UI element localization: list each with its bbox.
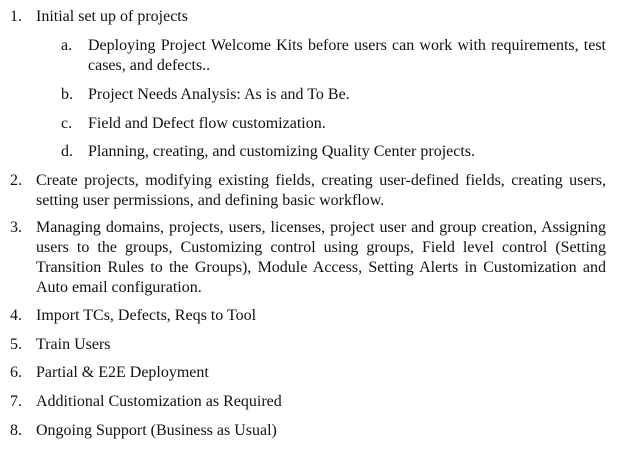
list-item-text: Deploying Project Welcome Kits before users can work with requirements, test cases, and defects.. xyxy=(88,37,606,74)
list-item-text: Create projects, modifying existing fields, creating user-defined fields, creating users, setting user permissions, and defining basic workflow. xyxy=(36,172,606,209)
list-item-text: Planning, creating, and customizing Quality Center projects. xyxy=(88,143,476,160)
list-item-text: Import TCs, Defects, Reqs to Tool xyxy=(36,307,257,324)
list-item-text: Train Users xyxy=(36,336,111,353)
list-marker: 4. xyxy=(10,307,22,324)
list-marker: b. xyxy=(61,86,73,103)
list-item-text: Additional Customization as Required xyxy=(36,393,282,410)
list-item-text: Ongoing Support (Business as Usual) xyxy=(36,422,277,439)
list-marker: d. xyxy=(61,143,73,160)
list-marker: c. xyxy=(61,115,73,132)
list-marker: 3. xyxy=(10,219,22,236)
list-item-text: Initial set up of projects xyxy=(36,8,188,25)
list-item-text: Partial & E2E Deployment xyxy=(36,364,209,381)
list-marker: a. xyxy=(61,37,73,54)
list-item-text: Managing domains, projects, users, licenses, project user and group creation, Assigning users to the groups, Customizing control using groups, Field level control (Setting Transition Rules to the Groups), Module Access, Setting Alerts in Customization and Auto email configuration. xyxy=(36,219,606,296)
list-item-text: Project Needs Analysis: As is and To Be. xyxy=(88,86,350,103)
list-marker: 7. xyxy=(10,393,22,410)
list-marker: 1. xyxy=(10,8,22,25)
list-marker: 8. xyxy=(10,422,22,439)
list-marker: 6. xyxy=(10,364,22,381)
list-marker: 5. xyxy=(10,336,22,353)
list-item-text: Field and Defect flow customization. xyxy=(88,115,326,132)
list-marker: 2. xyxy=(10,172,22,189)
